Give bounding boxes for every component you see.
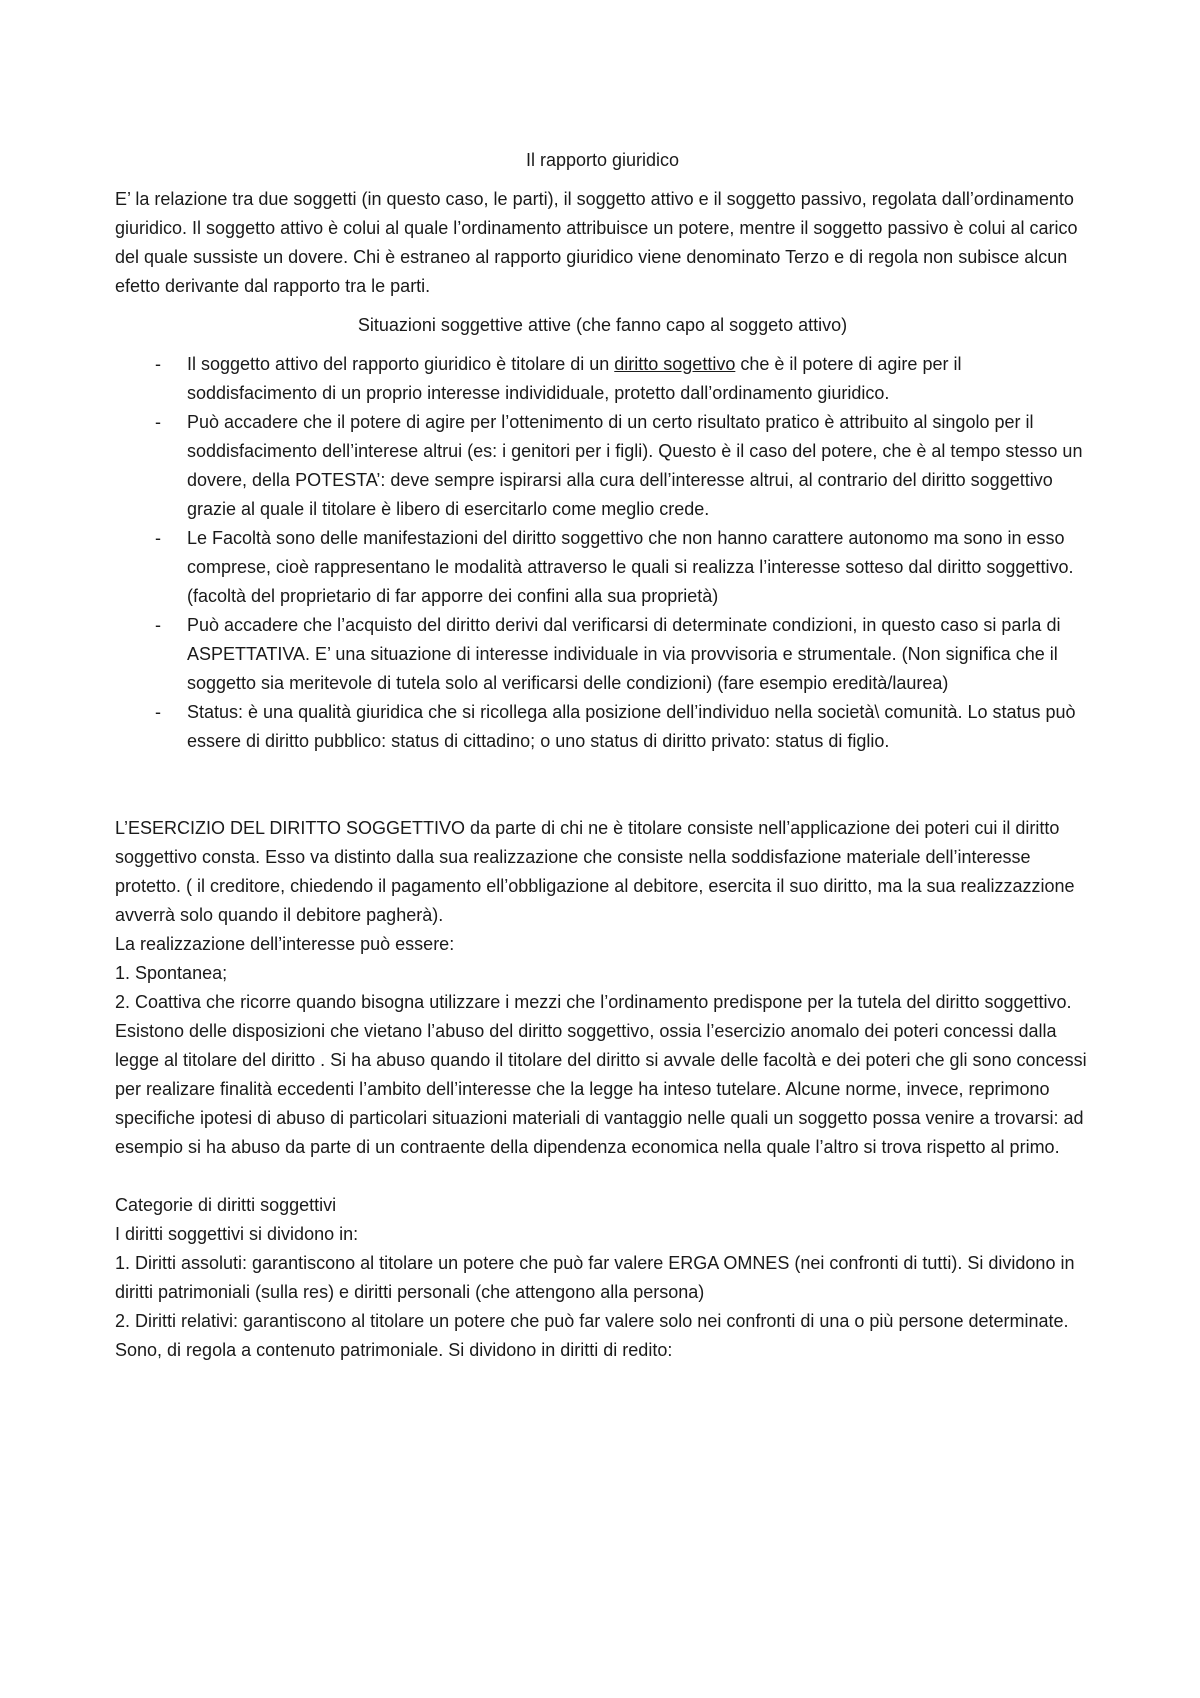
dash-bullet: - [155, 354, 161, 374]
dash-bullet: - [155, 412, 161, 432]
dash-bullet: - [155, 702, 161, 722]
document-page [115, 146, 1090, 1365]
categorie-item-2: 2. Diritti relativi: garantiscono al titolare un potere che può far valere solo nei confronti di una o più persone determinate. Sono, di regola a contenuto patrimoniale. Si dividono in diritti di redito: [115, 1311, 1069, 1360]
document-title: Il rapporto giuridico [525, 150, 680, 170]
list-item-text-pre: Il soggetto attivo del rapporto giuridico è titolare di un [187, 354, 615, 374]
list-item-text: Può accadere che l’acquisto del diritto derivi dal verificarsi di determinate condizioni, in questo caso si parla di ASPETTATIVA. E’ una situazione di interesse individuale in via provvisoria e strumentale. (Non significa che il soggetto sia meritevole di tutela solo al verificarsi delle condizioni) (fare esempio eredità/laurea) [187, 615, 1061, 693]
list-item-text: Può accadere che il potere di agire per l’ottenimento di un certo risultato pratico è attribuito al singolo per il soddisfacimento dell’interese altrui (es: i genitori per i figli). Questo è il caso del potere, che è al tempo stesso un dovere, della POTESTA’: deve sempre ispirarsi alla cura dell’interesse altrui, al contrario del diritto soggettivo grazie al quale il titolare è libero di esercitarlo come meglio crede. [187, 412, 1083, 519]
categorie-intro: I diritti soggettivi si dividono in: [115, 1224, 359, 1244]
list-item [115, 408, 1090, 524]
dash-bullet: - [155, 615, 161, 635]
list-item-text: Status: è una qualità giuridica che si ricollega alla posizione dell’individuo nella società\ comunità. Lo status può essere di diritto pubblico: status di cittadino; o uno status di diritto privato: status di figlio. [187, 702, 1076, 751]
esercizio-paragraph: L’ESERCIZIO DEL DIRITTO SOGGETTIVO da parte di chi ne è titolare consiste nell’applicazione dei poteri cui il diritto soggettivo consta. Esso va distinto dalla sua realizzazione che consiste nella soddisfazione materiale dell’interesse protetto. ( il creditore, chiedendo il pagamento ell’obbligazione al debitore, esercita il suo diritto, ma la sua realizzazzione avverrà solo quando il debitore pagherà). [115, 818, 1075, 925]
list-item [115, 611, 1090, 698]
spacer [115, 1162, 1090, 1191]
realizzazione-item-1: 1. Spontanea; [115, 963, 228, 983]
list-item-text-post: che è il potere di agire per il soddisfacimento di un proprio interesse individiduale, protetto dall’ordinamento giuridico. [187, 354, 962, 403]
categorie-heading: Categorie di diritti soggettivi [115, 1195, 337, 1215]
list-item [115, 524, 1090, 611]
realizzazione-item-2: 2. Coattiva che ricorre quando bisogna utilizzare i mezzi che l’ordinamento predispone per la tutela del diritto soggettivo. [115, 992, 1072, 1012]
underlined-term: diritto sogettivo [614, 354, 736, 374]
section-subtitle: Situazioni soggettive attive (che fanno capo al soggeto attivo) [357, 315, 848, 335]
situazioni-list [115, 350, 1090, 756]
list-item [115, 698, 1090, 756]
intro-paragraph: E’ la relazione tra due soggetti (in questo caso, le parti), il soggetto attivo e il soggetto passivo, regolata dall’ordinamento giuridico. Il soggetto attivo è colui al quale l’ordinamento attribuisce un potere, mentre il soggetto passivo è colui al carico del quale sussiste un dovere. Chi è estraneo al rapporto giuridico viene denominato Terzo e di regola non subisce alcun efetto derivante dal rapporto tra le parti. [115, 189, 1078, 296]
categorie-item-1: 1. Diritti assoluti: garantiscono al titolare un potere che può far valere ERGA OMNES (nei confronti di tutti). Si dividono in diritti patrimoniali (sulla res) e diritti personali (che attengono alla persona) [115, 1253, 1075, 1302]
spacer [115, 756, 1090, 814]
abuso-paragraph: Esistono delle disposizioni che vietano l’abuso del diritto soggettivo, ossia l’esercizio anomalo dei poteri concessi dalla legge al titolare del diritto . Si ha abuso quando il titolare del diritto si avvale delle facoltà e dei poteri che gli sono concessi per realizare finalità eccedenti l’ambito dell’interesse che la legge ha inteso tutelare. Alcune norme, invece, reprimono specifiche ipotesi di abuso di particolari situazioni materiali di vantaggio nelle quali un soggetto possa venire a trovarsi: ad esempio si ha abuso da parte di un contraente della dipendenza economica nella quale l’altro si trova rispetto al primo. [115, 1021, 1087, 1157]
list-item-text: Le Facoltà sono delle manifestazioni del diritto soggettivo che non hanno carattere autonomo ma sono in esso comprese, cioè rappresentano le modalità attraverso le quali si realizza l’interesse sotteso dal diritto soggettivo. (facoltà del proprietario di far apporre dei confini alla sua proprietà) [187, 528, 1074, 606]
dash-bullet: - [155, 528, 161, 548]
list-item [115, 350, 1090, 408]
realizzazione-intro: La realizzazione dell’interesse può essere: [115, 934, 455, 954]
